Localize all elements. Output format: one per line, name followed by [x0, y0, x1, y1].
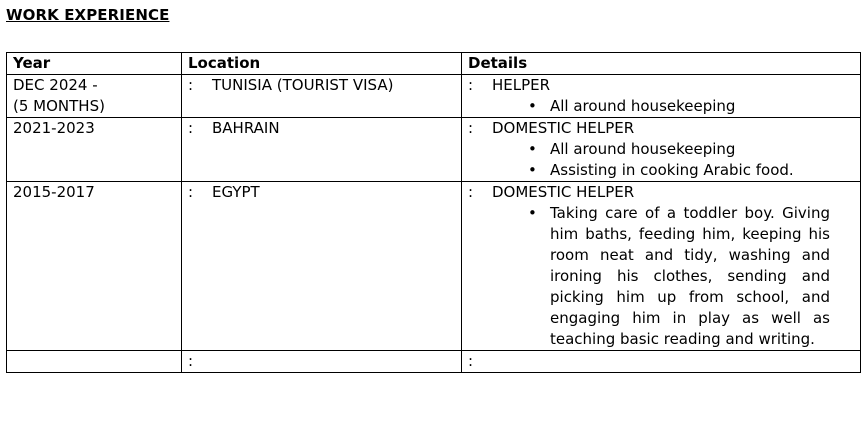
header-location: Location: [182, 53, 462, 75]
year-cell: [7, 118, 182, 182]
duties-list: [468, 203, 854, 350]
separator-colon: :: [188, 352, 194, 370]
table-row: [7, 75, 861, 118]
location-cell: [182, 75, 462, 118]
header-details: Details: [462, 53, 861, 75]
separator-colon: :: [188, 119, 194, 137]
duties-list: [468, 96, 854, 117]
details-cell: [462, 351, 861, 373]
bullet-icon: •: [528, 204, 537, 222]
table-header-row: [7, 53, 861, 75]
duty-text: All around housekeeping: [550, 97, 736, 115]
year-cell: [7, 351, 182, 373]
job-title: HELPER: [492, 76, 551, 94]
location-cell: [182, 351, 462, 373]
bullet-icon: •: [528, 161, 537, 179]
header-year: Year: [7, 53, 182, 75]
duty-text: All around housekeeping: [550, 140, 736, 158]
year-line: 2015-2017: [13, 183, 95, 201]
location-text: EGYPT: [212, 183, 260, 201]
location-text: TUNISIA (TOURIST VISA): [212, 76, 394, 94]
job-title: DOMESTIC HELPER: [492, 183, 635, 201]
job-title: DOMESTIC HELPER: [492, 119, 635, 137]
bullet-icon: •: [528, 97, 537, 115]
list-item: [468, 203, 854, 350]
details-cell: [462, 75, 861, 118]
section-heading: WORK EXPERIENCE: [6, 6, 170, 24]
separator-colon: :: [468, 183, 474, 201]
bullet-icon: •: [528, 140, 537, 158]
separator-colon: :: [468, 119, 474, 137]
separator-colon: :: [188, 76, 194, 94]
year-cell: [7, 182, 182, 351]
table-row: [7, 351, 861, 373]
separator-colon: :: [188, 183, 194, 201]
duty-text: Assisting in cooking Arabic food.: [550, 161, 794, 179]
location-cell: [182, 182, 462, 351]
list-item: [468, 96, 854, 117]
table-row: [7, 118, 861, 182]
year-line: (5 MONTHS): [13, 97, 105, 115]
work-experience-table: [6, 52, 861, 373]
details-cell: [462, 118, 861, 182]
location-text: BAHRAIN: [212, 119, 280, 137]
year-cell: [7, 75, 182, 118]
list-item: [468, 139, 854, 160]
location-cell: [182, 118, 462, 182]
details-cell: [462, 182, 861, 351]
year-line: DEC 2024 -: [13, 76, 98, 94]
table-row: [7, 182, 861, 351]
year-line: [13, 351, 175, 372]
separator-colon: :: [468, 76, 474, 94]
year-line: 2021-2023: [13, 119, 95, 137]
duties-list: [468, 139, 854, 181]
separator-colon: :: [468, 352, 474, 370]
duty-text: Taking care of a toddler boy. Giving him baths, feeding him, keeping his room neat and tidy, washing and ironing his clothes, sending and picking him up from school, and engaging him in play as well as teaching basic reading and writing.: [550, 204, 830, 348]
list-item: [468, 160, 854, 181]
